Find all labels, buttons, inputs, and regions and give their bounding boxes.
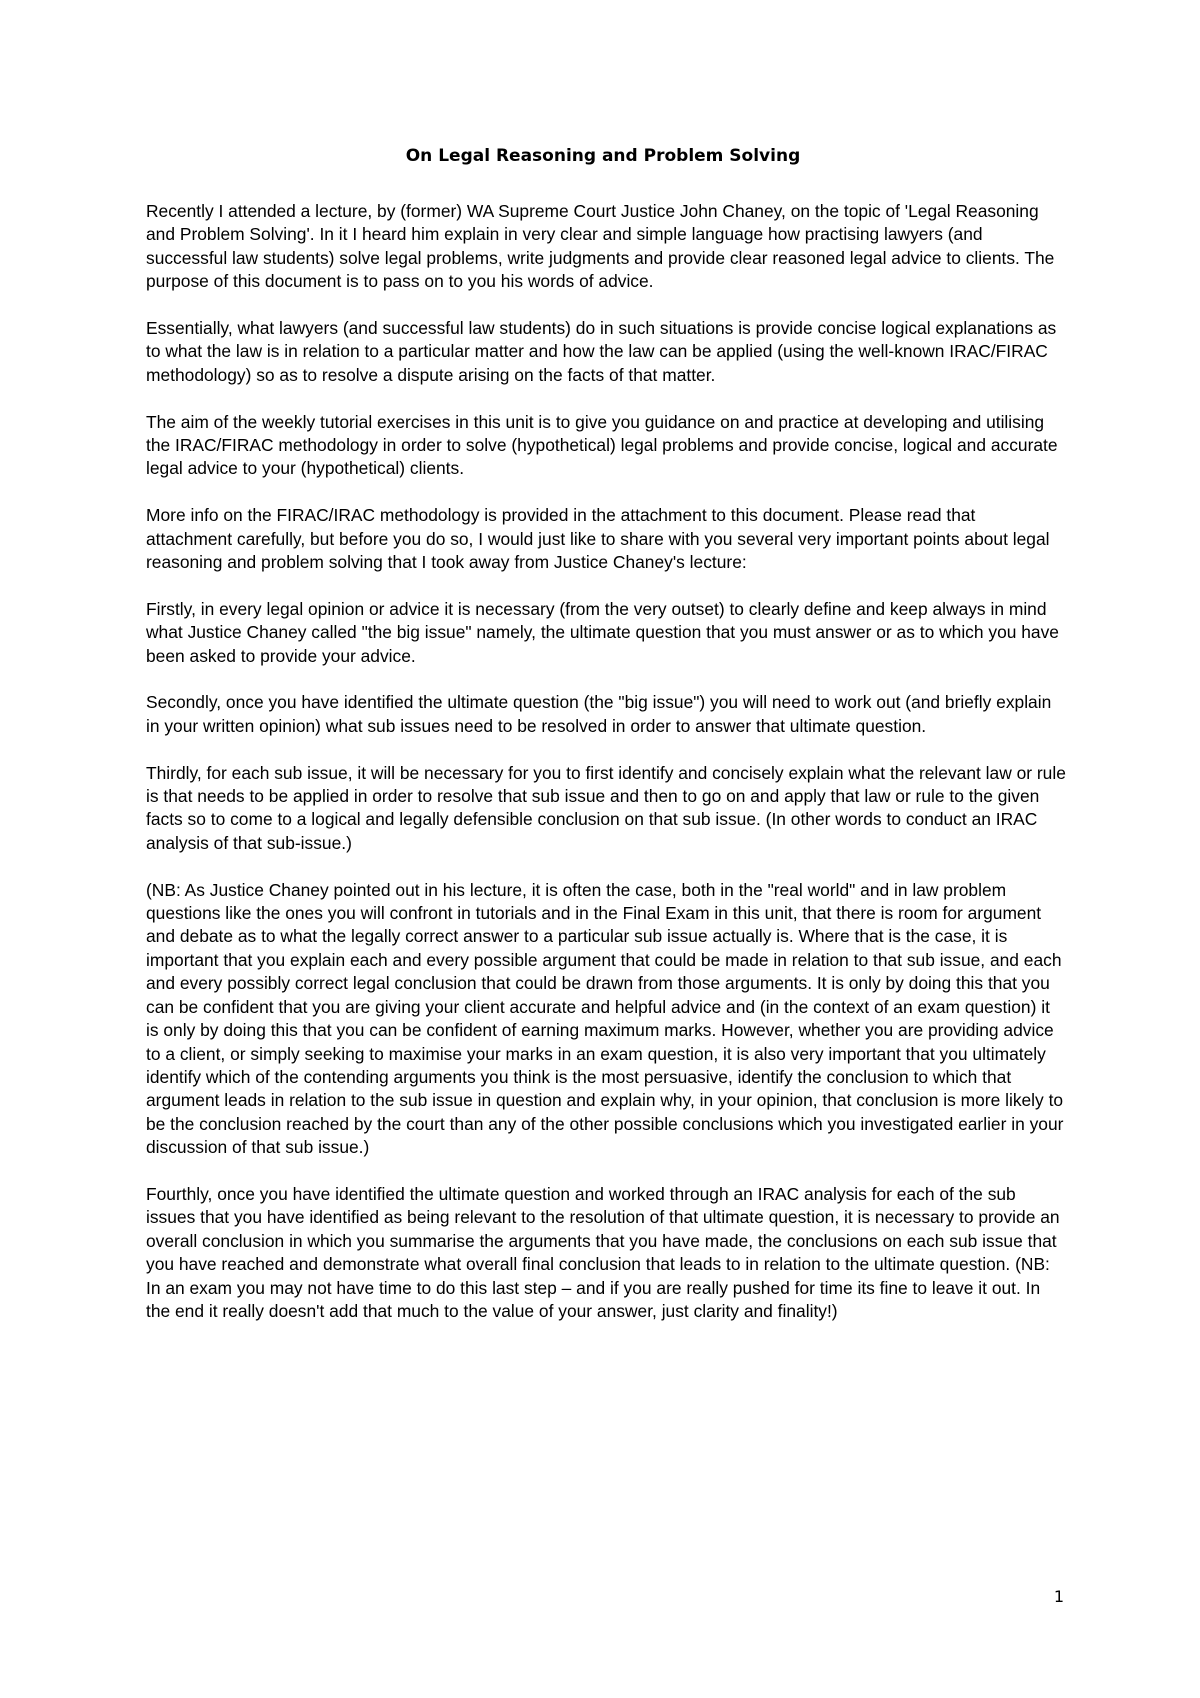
paragraph-more-info: More info on the FIRAC/IRAC methodology is provided in the attachment to this document. Please read that attachment carefully, but before you do so, I would just like to share with you several very important points about legal reasoning and problem solving that I took away from Justice Chaney's lecture:	[146, 505, 1050, 573]
paragraph-firstly: Firstly, in every legal opinion or advice it is necessary (from the very outset) to clearly define and keep always in mind what Justice Chaney called "the big issue" namely, the ultimate question that you must answer or as to which you have been asked to provide your advice.	[146, 598, 1059, 666]
paragraph-thirdly: Thirdly, for each sub issue, it will be necessary for you to first identify and concisely explain what the relevant law or rule is that needs to be applied in order to resolve that sub issue and then to go on and apply that law or rule to the given facts so to come to a logical and legally defensible conclusion on that sub issue. (In other words to conduct an IRAC analysis of that sub-issue.)	[146, 762, 1066, 853]
paragraph-aim: The aim of the weekly tutorial exercises in this unit is to give you guidance on and practice at developing and utilising the IRAC/FIRAC methodology in order to solve (hypothetical) legal problems and provide concise, logical and accurate legal advice to your (hypothetical) clients.	[146, 411, 1058, 479]
paragraph-nb-note: (NB: As Justice Chaney pointed out in his lecture, it is often the case, both in the "real world" and in law problem questions like the ones you will confront in tutorials and in the Final Exam in this unit, that there is room for argument and debate as to what the legally correct answer to a particular sub issue actually is. Where that is the case, it is important that you explain each and every possible argument that could be made in relation to that sub issue, and each and every possibly correct legal conclusion that could be drawn from those arguments. It is only by doing this that you can be confident that you are giving your client accurate and helpful advice and (in the context of an exam question) it is only by doing this that you can be confident of earning maximum marks. However, whether you are providing advice to a client, or simply seeking to maximise your marks in an exam question, it is also very important that you ultimately identify which of the contending arguments you think is the most persuasive, identify the conclusion to which that argument leads in relation to the sub issue in question and explain why, in your opinion, that conclusion is more likely to be the conclusion reached by the court than any of the other possible conclusions which you investigated earlier in your discussion of that sub issue.)	[146, 879, 1064, 1158]
document-body	[146, 200, 1066, 1347]
page-number: 1	[1053, 1587, 1064, 1606]
paragraph-essentially: Essentially, what lawyers (and successful law students) do in such situations is provide concise logical explanations as to what the law is in relation to a particular matter and how the law can be applied (using the well-known IRAC/FIRAC methodology) so as to resolve a dispute arising on the facts of that matter.	[146, 318, 1057, 385]
paragraph-intro: Recently I attended a lecture, by (former) WA Supreme Court Justice John Chaney, on the topic of 'Legal Reasoning and Problem Solving'. In it I heard him explain in very clear and simple language how practising lawyers (and successful law students) solve legal problems, write judgments and provide clear reasoned legal advice to clients. The purpose of this document is to pass on to you his words of advice.	[146, 201, 1055, 292]
paragraph-secondly: Secondly, once you have identified the ultimate question (the "big issue") you will need to work out (and briefly explain in your written opinion) what sub issues need to be resolved in order to answer that ultimate question.	[146, 692, 1052, 736]
paragraph-fourthly: Fourthly, once you have identified the ultimate question and worked through an IRAC analysis for each of the sub issues that you have identified as being relevant to the resolution of that ultimate question, it is necessary to provide an overall conclusion in which you summarise the arguments that you have made, the conclusions on each sub issue that you have reached and demonstrate what overall final conclusion that leads to in relation to the ultimate question. (NB: In an exam you may not have time to do this last step – and if you are really pushed for time its fine to leave it out. In the end it really doesn't add that much to the value of your answer, just clarity and finality!)	[146, 1183, 1060, 1321]
document-title: On Legal Reasoning and Problem Solving	[405, 146, 801, 166]
